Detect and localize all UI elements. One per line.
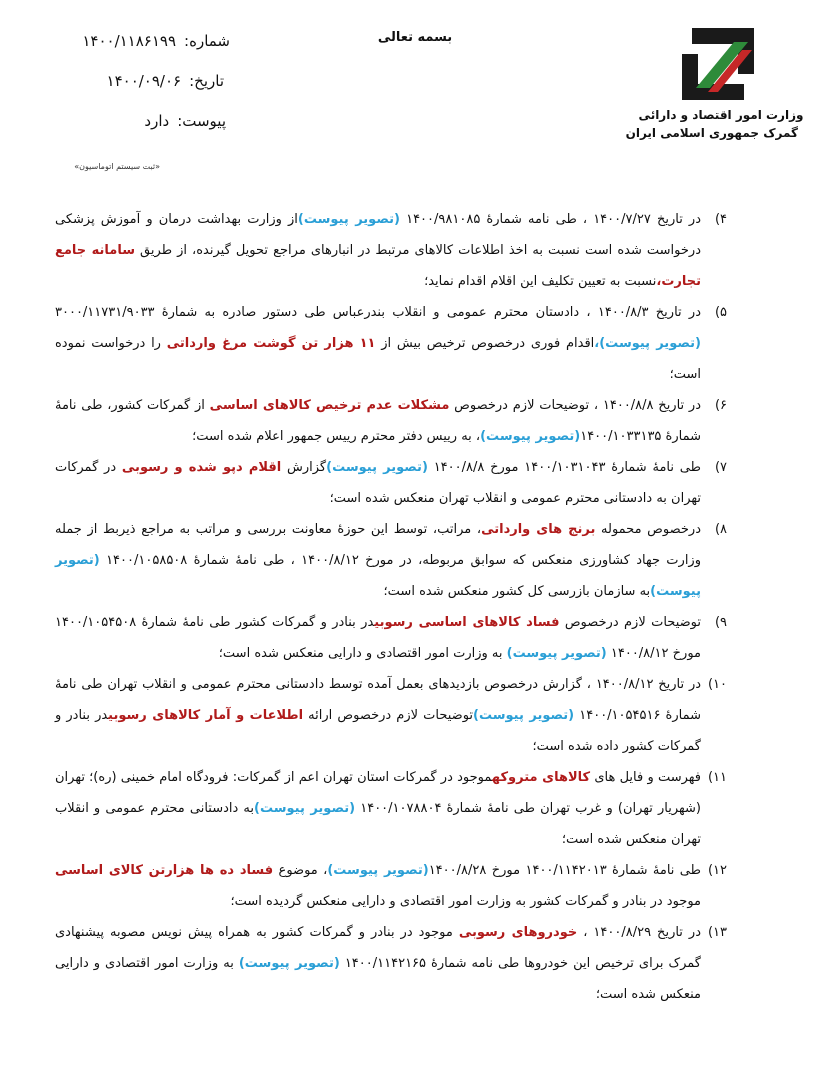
text-segment: در تاریخ ۱۴۰۰/۸/۲۹ ، (577, 925, 701, 940)
text-segment: ، موضوع (273, 863, 328, 878)
date-value: ۱۴۰۰/۰۹/۰۶ (106, 72, 182, 90)
letter-date-row (30, 72, 224, 112)
highlight-text: سامانه جامع تجارت، (55, 243, 701, 289)
item-number: ۸) (714, 522, 727, 537)
letter-attachment-row (30, 112, 226, 152)
customs-emblem-block (625, 22, 804, 142)
text-segment: از گمرکات کشور، طی نامهٔ شمارهٔ ۱۴۰۰/۱۰۳۳۱۳۵ (55, 398, 701, 444)
number-value: ۱۴۰۰/۱۱۸۶۱۹۹ (82, 32, 177, 50)
list-item (55, 297, 727, 390)
text-segment: در گمرکات تهران به دادستانی محترم عمومی و انقلاب تهران منعکس شده است؛ (55, 460, 701, 506)
letterhead (0, 18, 814, 188)
text-segment: ، به رییس دفتر محترم رییس جمهور اعلام شده است؛ (192, 429, 481, 444)
highlight-text: برنج های وارداتی (481, 522, 596, 537)
highlight-text: مشکلات عدم ترخیص کالاهای اساسی (209, 398, 450, 413)
text-segment: فهرست و فایل های (590, 770, 702, 785)
attachment-reference: (تصویر پیوست) (55, 553, 701, 599)
text-segment: به وزارت امور اقتصادی و دارایی منعکس شده است؛ (218, 646, 507, 661)
list-item (55, 390, 727, 452)
text-segment: به وزارت امور اقتصادی و دارایی منعکس شده است؛ (55, 956, 701, 1002)
item-number: ۵) (714, 305, 727, 320)
letter-body (55, 204, 727, 1010)
highlight-text: اقلام دپو شده و رسوبی (121, 460, 282, 475)
highlight-text: فساد کالاهای اساسی رسوبی (374, 615, 560, 630)
highlight-text: اطلاعات و آمار کالاهای رسوبی (108, 708, 304, 723)
list-item (55, 855, 727, 917)
list-item (55, 917, 727, 1010)
text-segment: درخصوص محموله (595, 522, 701, 537)
item-text (55, 762, 701, 855)
item-text (55, 452, 701, 514)
item-text (55, 297, 701, 390)
text-segment: به دادستانی محترم عمومی و انقلاب تهران منعکس شده است؛ (55, 801, 701, 847)
item-text (55, 390, 701, 452)
text-segment: موجود در بنادر و گمرکات کشور به وزارت امور اقتصادی و دارایی منعکس گردیده است؛ (230, 894, 701, 909)
text-segment: اقدام فوری درخصوص ترخیص بیش از (375, 336, 595, 351)
text-segment: نسبت به تعیین تکلیف این اقلام اقدام نماید؛ (424, 274, 657, 289)
item-number: ۴) (714, 212, 727, 227)
item-number: ۹) (714, 615, 727, 630)
text-segment: در بنادر و گمرکات کشور داده شده است؛ (55, 708, 701, 754)
list-item (55, 607, 727, 669)
attachment-value: دارد (144, 112, 170, 130)
text-segment: گزارش (281, 460, 327, 475)
highlight-text: کالاهای متروکه (491, 770, 591, 785)
customs-logo-icon (676, 22, 760, 106)
list-item (55, 514, 727, 607)
text-segment: را درخواست نموده است؛ (55, 336, 701, 382)
text-segment: ، مراتب، توسط این حوزهٔ معاونت بررسی و مراتب به مراجع ذیربط از جمله وزارت جهاد کشاورزی منعکس که سوابق مربوطه، در مورخ ۱۴۰۰/۸/۱۲ ، طی نامهٔ شمارهٔ ۱۴۰۰/۱۰۵۸۵۰۸ (55, 522, 701, 568)
text-segment: موجود در بنادر و گمرکات کشور به همراه پیش نویس مصوبه پیشنهادی گمرک برای ترخیص این خودروها طی نامه شمارهٔ ۱۴۰۰/۱۱۴۲۱۶۵ (55, 925, 701, 971)
item-number: ۱۰) (707, 677, 727, 692)
attachment-reference: (تصویر پیوست) (238, 956, 340, 971)
text-segment: موجود در گمرکات استان تهران اعم از گمرکات: فرودگاه امام خمینی (ره)؛ تهران (شهریار تهران) و غرب تهران طی نامهٔ شمارهٔ ۱۴۰۰/۱۰۷۸۸۰۴ (55, 770, 701, 816)
list-item (55, 762, 727, 855)
automation-note: «ثبت سیستم اتوماسیون» (74, 162, 160, 171)
highlight-text: فساد ده ها هزارتن کالای اساسی (55, 863, 274, 878)
highlight-text: خودروهای رسوبی (458, 925, 578, 940)
letter-meta (30, 32, 230, 171)
list-item (55, 204, 727, 297)
item-text (55, 855, 701, 917)
date-label: تاریخ: (189, 72, 224, 90)
attachment-label: پیوست: (177, 112, 226, 130)
text-segment: در تاریخ ۱۴۰۰/۸/۸ ، توضیحات لازم درخصوص (449, 398, 702, 413)
text-segment: طی نامهٔ شمارهٔ ۱۴۰۰/۱۰۳۱۰۴۳ مورخ ۱۴۰۰/۸/۸ (427, 460, 701, 475)
letter-number-row (30, 32, 230, 72)
item-number: ۷) (714, 460, 727, 475)
text-segment: در تاریخ ۱۴۰۰/۸/۳ ، دادستان محترم عمومی و انقلاب بندرعباس طی دستور صادره به شمارهٔ ۳۰۰۰/۱۱۷۳۱/۹۰۳۳ (55, 305, 701, 320)
text-segment: در بنادر و گمرکات کشور طی نامهٔ شمارهٔ ۱۴۰۰/۱۰۵۴۵۰۸ مورخ ۱۴۰۰/۸/۱۲ (55, 615, 701, 661)
item-number: ۱۳) (707, 925, 727, 940)
customs-name: گمرک جمهوری اسلامی ایران (625, 126, 798, 140)
item-number: ۱۲) (707, 863, 727, 878)
list-item (55, 669, 727, 762)
text-segment: توضیحات لازم درخصوص (559, 615, 701, 630)
text-segment: توضیحات لازم درخصوص ارائه (303, 708, 474, 723)
item-text (55, 669, 701, 762)
number-label: شماره: (184, 32, 230, 50)
item-number: ۱۱) (707, 770, 727, 785)
text-segment: در تاریخ ۱۴۰۰/۸/۱۲ ، گزارش درخصوص بازدیدهای بعمل آمده توسط دادستانی محترم عمومی و انقلاب تهران طی نامهٔ شمارهٔ ۱۴۰۰/۱۰۵۴۵۱۶ (55, 677, 702, 723)
text-segment: طی نامهٔ شمارهٔ ۱۴۰۰/۱۱۴۲۰۱۳ مورخ ۱۴۰۰/۸/۲۸ (428, 863, 701, 878)
ministry-name: وزارت امور اقتصاد و دارائی (638, 108, 804, 122)
attachment-reference: (تصویر پیوست)، (594, 336, 701, 351)
attachment-reference: (تصویر پیوست) (326, 460, 428, 475)
text-segment: در تاریخ ۱۴۰۰/۷/۲۷ ، طی نامه شمارهٔ ۱۴۰۰/۹۸۱۰۸۵ (399, 212, 701, 227)
list-item (55, 452, 727, 514)
item-text (55, 514, 701, 607)
item-number: ۶) (714, 398, 727, 413)
attachment-reference: (تصویر پیوست) (297, 212, 400, 227)
text-segment: به سازمان بازرسی کل کشور منعکس شده است؛ (383, 584, 651, 599)
highlight-text: ۱۱ هزار تن گوشت مرغ وارداتی (166, 336, 376, 351)
attachment-reference: (تصویر پیوست) (254, 801, 356, 816)
attachment-reference: (تصویر پیوست) (327, 863, 429, 878)
attachment-reference: (تصویر پیوست) (473, 708, 575, 723)
item-text (55, 917, 701, 1010)
attachment-reference: (تصویر پیوست) (480, 429, 581, 444)
bismillah-heading: بسمه تعالی (377, 30, 453, 45)
attachment-reference: (تصویر پیوست) (506, 646, 607, 661)
item-text (55, 204, 701, 297)
text-segment: از وزارت بهداشت درمان و آموزش پزشکی درخواست شده است نسبت به اخذ اطلاعات کالاهای مرتبط در انبارهای مراجع تحویل گیرنده، از طریق (55, 212, 701, 258)
item-text (55, 607, 701, 669)
